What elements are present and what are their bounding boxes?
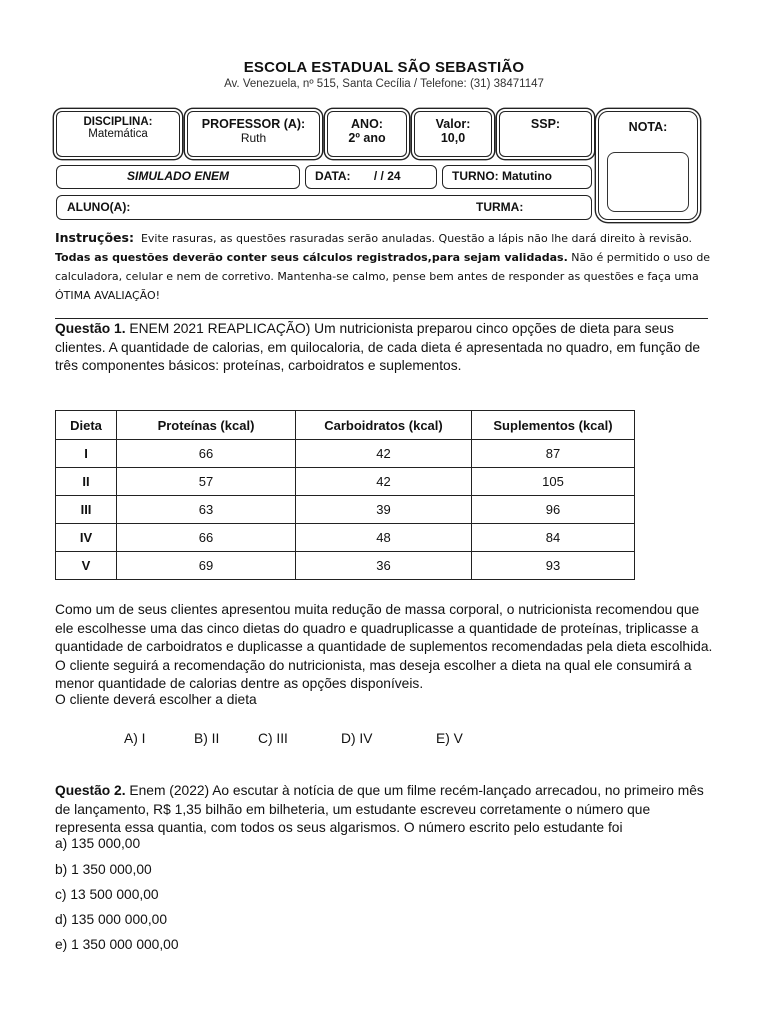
ssp-box bbox=[499, 111, 592, 157]
carb-value: 42 bbox=[296, 440, 472, 468]
ssp-label: SSP: bbox=[530, 117, 561, 131]
q1-label: Questão 1. bbox=[55, 321, 126, 336]
protein-value: 66 bbox=[117, 524, 296, 552]
carb-value: 42 bbox=[296, 468, 472, 496]
carb-value: 48 bbox=[296, 524, 472, 552]
carb-value: 36 bbox=[296, 552, 472, 580]
ano-label: ANO: bbox=[351, 117, 383, 131]
nota-field[interactable] bbox=[607, 152, 689, 212]
diet-table bbox=[55, 410, 635, 580]
instructions-bold: Todas as questões deverão conter seus cálculos registrados,para sejam validadas. bbox=[55, 251, 568, 264]
q2-option-d[interactable]: d) 135 000 000,00 bbox=[55, 912, 168, 927]
q1-option-e[interactable]: E) V bbox=[436, 731, 463, 746]
diet-table-header bbox=[56, 411, 635, 440]
professor-box bbox=[187, 111, 320, 157]
carb-value: 39 bbox=[296, 496, 472, 524]
valor-value: 10,0 bbox=[440, 131, 466, 145]
header-dieta: Dieta bbox=[56, 411, 117, 440]
header-carboidratos: Carboidratos (kcal) bbox=[296, 411, 472, 440]
diet-id: IV bbox=[56, 524, 117, 552]
q1-intro-text: ENEM 2021 REAPLICAÇÃO) Um nutricionista preparou cinco opções de dieta para seus clientes. A quantidade de calorias, em quilocaloria, de cada dieta é apresentada no quadro, em função de três componentes básicos: proteínas, carboidratos e suplementos. bbox=[55, 321, 701, 373]
diet-id: III bbox=[56, 496, 117, 524]
valor-box bbox=[414, 111, 492, 157]
q1-question: O cliente deverá escolher a dieta bbox=[55, 692, 257, 707]
q2-label: Questão 2. bbox=[55, 783, 126, 798]
header-proteinas: Proteínas (kcal) bbox=[117, 411, 296, 440]
q2-option-c[interactable]: c) 13 500 000,00 bbox=[55, 887, 159, 902]
table-row bbox=[56, 552, 635, 580]
protein-value: 57 bbox=[117, 468, 296, 496]
instructions-title: Instruções: bbox=[55, 230, 134, 245]
q1-option-d[interactable]: D) IV bbox=[341, 731, 373, 746]
q2-text-body: Enem (2022) Ao escutar à notícia de que um filme recém-lançado arrecadou, no primeiro mês de lançamento, R$ 1,35 bilhão em bilheteria, um estudante escreveu corretamente o número que representa essa quantia, com todos os seus algarismos. O número escrito pelo estudante foi bbox=[55, 783, 704, 835]
professor-value: Ruth bbox=[240, 131, 267, 145]
data-box bbox=[305, 165, 437, 189]
supplement-value: 84 bbox=[472, 524, 635, 552]
q1-option-b[interactable]: B) II bbox=[194, 731, 220, 746]
supplement-value: 93 bbox=[472, 552, 635, 580]
q1-option-c[interactable]: C) III bbox=[258, 731, 288, 746]
supplement-value: 87 bbox=[472, 440, 635, 468]
q1-intro bbox=[55, 320, 715, 376]
school-address: Av. Venezuela, nº 515, Santa Cecília / Telefone: (31) 38471147 bbox=[224, 78, 544, 90]
turno-box bbox=[442, 165, 592, 189]
table-row bbox=[56, 440, 635, 468]
valor-label: Valor: bbox=[435, 117, 471, 131]
professor-label: PROFESSOR (A): bbox=[201, 117, 306, 131]
nota-box bbox=[598, 111, 698, 220]
nota-label: NOTA: bbox=[628, 120, 668, 134]
instructions bbox=[55, 228, 715, 305]
protein-value: 69 bbox=[117, 552, 296, 580]
supplement-value: 96 bbox=[472, 496, 635, 524]
q2-option-e[interactable]: e) 1 350 000 000,00 bbox=[55, 937, 179, 952]
data-value[interactable]: / / 24 bbox=[373, 169, 401, 183]
protein-value: 63 bbox=[117, 496, 296, 524]
ano-value: 2º ano bbox=[348, 131, 386, 145]
school-name: ESCOLA ESTADUAL SÃO SEBASTIÃO bbox=[243, 59, 525, 76]
diet-id: II bbox=[56, 468, 117, 496]
disciplina-box bbox=[56, 111, 180, 157]
q2-text bbox=[55, 782, 715, 838]
disciplina-label: DISCIPLINA: bbox=[83, 116, 153, 128]
simulado-box bbox=[56, 165, 300, 189]
q1-option-a[interactable]: A) I bbox=[124, 731, 146, 746]
q1-body: Como um de seus clientes apresentou muita redução de massa corporal, o nutricionista recomendou que ele escolhesse uma das cinco dietas do quadro e quadruplicasse a quantidade de proteínas, triplicasse a quantidade de carboidratos e duplicasse a quantidade de suplementos recomendadas pela dieta escolhida. O cliente seguirá a recomendação do nutricionista, mas deseja escolher a dieta na qual ele consumirá a menor quantidade de calorias dentre as opções disponíveis. bbox=[55, 602, 713, 691]
table-row bbox=[56, 524, 635, 552]
turno-label: TURNO: bbox=[452, 169, 499, 183]
instructions-text-1: Evite rasuras, as questões rasuradas serão anuladas. Questão a lápis não lhe dará direito à revisão. bbox=[140, 232, 693, 245]
instructions-text-2: Não é permitido o uso de calculadora, celular e nem de corretivo. Mantenha-se calmo, pense bem antes de responder as questões e faça uma ÓTIMA AVALIAÇÃO! bbox=[55, 251, 711, 302]
simulado-title: SIMULADO ENEM bbox=[127, 169, 229, 183]
aluno-box[interactable] bbox=[56, 195, 592, 220]
ano-box bbox=[327, 111, 407, 157]
divider bbox=[55, 318, 708, 319]
supplement-value: 105 bbox=[472, 468, 635, 496]
turma-label: TURMA: bbox=[476, 200, 524, 214]
table-row bbox=[56, 468, 635, 496]
turno-value: Matutino bbox=[502, 169, 553, 183]
diet-id: I bbox=[56, 440, 117, 468]
disciplina-value: Matemática bbox=[88, 128, 148, 140]
protein-value: 66 bbox=[117, 440, 296, 468]
q2-option-a[interactable]: a) 135 000,00 bbox=[55, 836, 141, 851]
header-suplementos: Suplementos (kcal) bbox=[472, 411, 635, 440]
data-label: DATA: bbox=[315, 169, 351, 183]
diet-id: V bbox=[56, 552, 117, 580]
q2-option-b[interactable]: b) 1 350 000,00 bbox=[55, 862, 152, 877]
aluno-label: ALUNO(A): bbox=[67, 200, 131, 214]
table-row bbox=[56, 496, 635, 524]
